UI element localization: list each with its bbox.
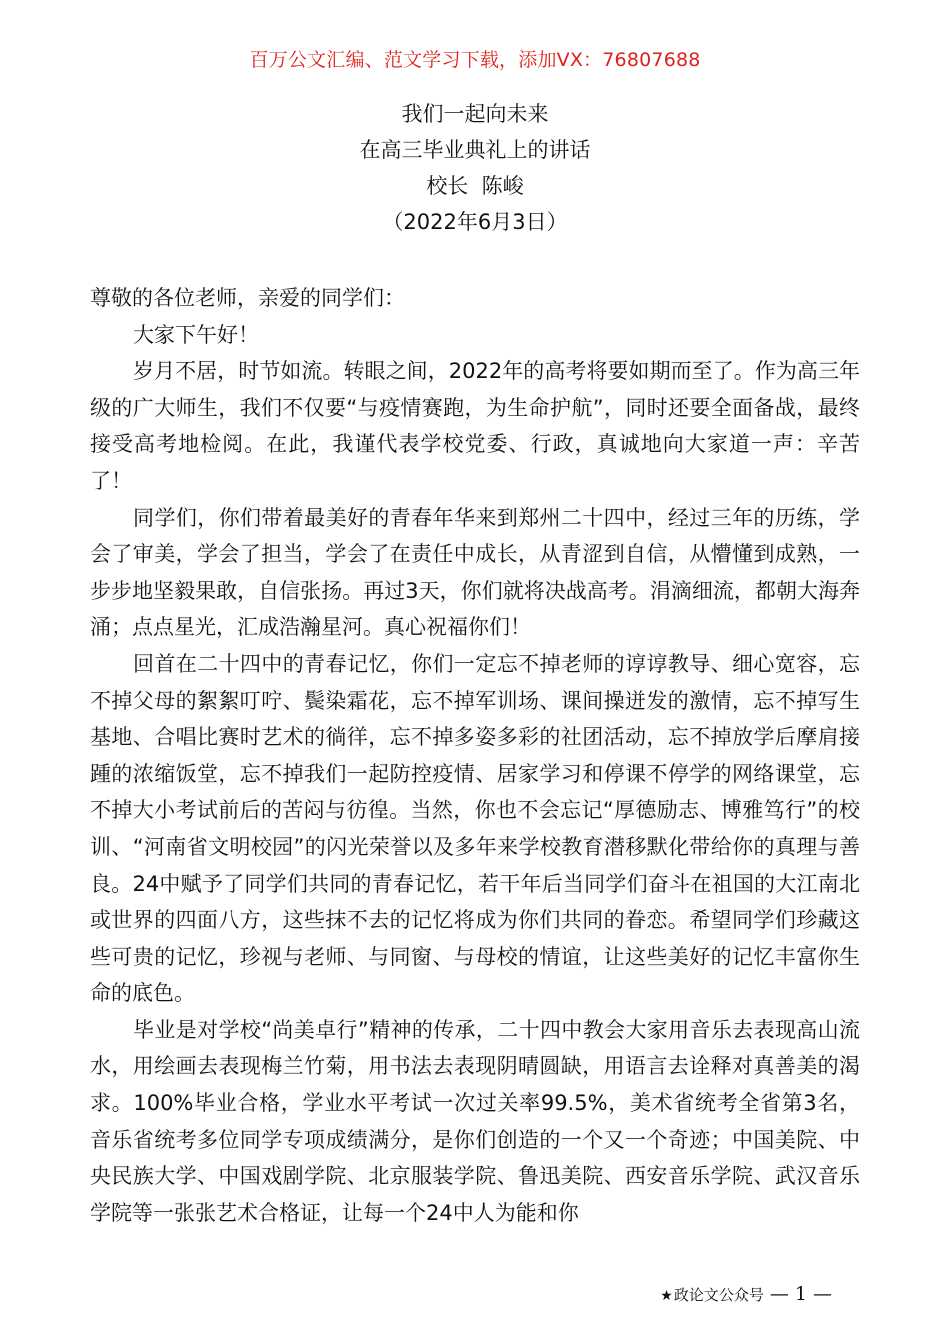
speech-date: （2022年6月3日） bbox=[382, 210, 568, 234]
paragraph-exam-approach: 岁月不居，时节如流。转眼之间，2022年的高考将要如期而至了。作为高三年级的广大师生，我们不仅要“与疫情赛跑，为生命护航”，同时还要全面备战，最终接受高考地检阅。在此，我谨代表学校党委、行政，真诚地向大家道一声：辛苦了！ bbox=[90, 359, 860, 493]
speech-body bbox=[90, 280, 860, 1231]
paragraph-achievements: 毕业是对学校“尚美卓行”精神的传承，二十四中教会大家用音乐去表现高山流水，用绘画去表现梅兰竹菊，用书法去表现阴晴圆缺，用语言去诠释对真善美的渴求。100%毕业合格，学业水平考试一次过关率99.5%，美术省统考全省第3名，音乐省统考多位同学专项成绩满分，是你们创造的一个又一个奇迹；中国美院、中央民族大学、中国戏剧学院、北京服装学院、鲁迅美院、西安音乐学院、武汉音乐学院等一张张艺术合格证，让每一个24中人为能和你 bbox=[90, 1017, 860, 1225]
header-banner: 百万公文汇编、范文学习下载，添加VX：76807688 bbox=[249, 49, 701, 71]
paragraph-three-years: 同学们，你们带着最美好的青春年华来到郑州二十四中，经过三年的历练，学会了审美，学会了担当，学会了在责任中成长，从青涩到自信，从懵懂到成熟，一步步地坚毅果敢，自信张扬。再过3天，你们就将决战高考。涓滴细流，都朝大海奔涌；点点星光，汇成浩瀚星河。真心祝福你们！ bbox=[90, 505, 860, 640]
speech-occasion: 在高三毕业典礼上的讲话 bbox=[359, 138, 591, 162]
star-icon: ★ bbox=[660, 1288, 673, 1304]
page-footer bbox=[660, 1280, 832, 1310]
page-number: — 1 — bbox=[769, 1283, 832, 1305]
speech-title: 我们一起向未来 bbox=[401, 102, 549, 126]
footer-source: 政论文公众号 bbox=[673, 1286, 764, 1304]
salutation: 尊敬的各位老师，亲爱的同学们： bbox=[90, 286, 405, 310]
paragraph-greeting: 大家下午好！ bbox=[133, 322, 260, 347]
paragraph-memories: 回首在二十四中的青春记忆，你们一定忘不掉老师的谆谆教导、细心宽容，忘不掉父母的絮絮叮咛、鬓染霜花，忘不掉军训场、课间操迸发的激情，忘不掉写生基地、合唱比赛时艺术的徜徉，忘不掉多姿多彩的社团活动，忘不掉放学后摩肩接踵的浓缩饭堂，忘不掉我们一起防控疫情、居家学习和停课不停学的网络课堂，忘不掉大小考试前后的苦闷与彷徨。当然，你也不会忘记“厚德励志、博雅笃行”的校训、“河南省文明校园”的闪光荣誉以及多年来学校教育潜移默化带给你的真理与善良。24中赋予了同学们共同的青春记忆，若干年后当同学们奋斗在祖国的大江南北或世界的四面八方，这些抹不去的记忆将成为你们共同的眷恋。希望同学们珍藏这些可贵的记忆，珍视与老师、与同窗、与母校的情谊，让这些美好的记忆丰富你生命的底色。 bbox=[90, 651, 860, 1006]
speaker-line: 校长 陈峻 bbox=[426, 174, 524, 198]
title-block bbox=[0, 96, 950, 240]
